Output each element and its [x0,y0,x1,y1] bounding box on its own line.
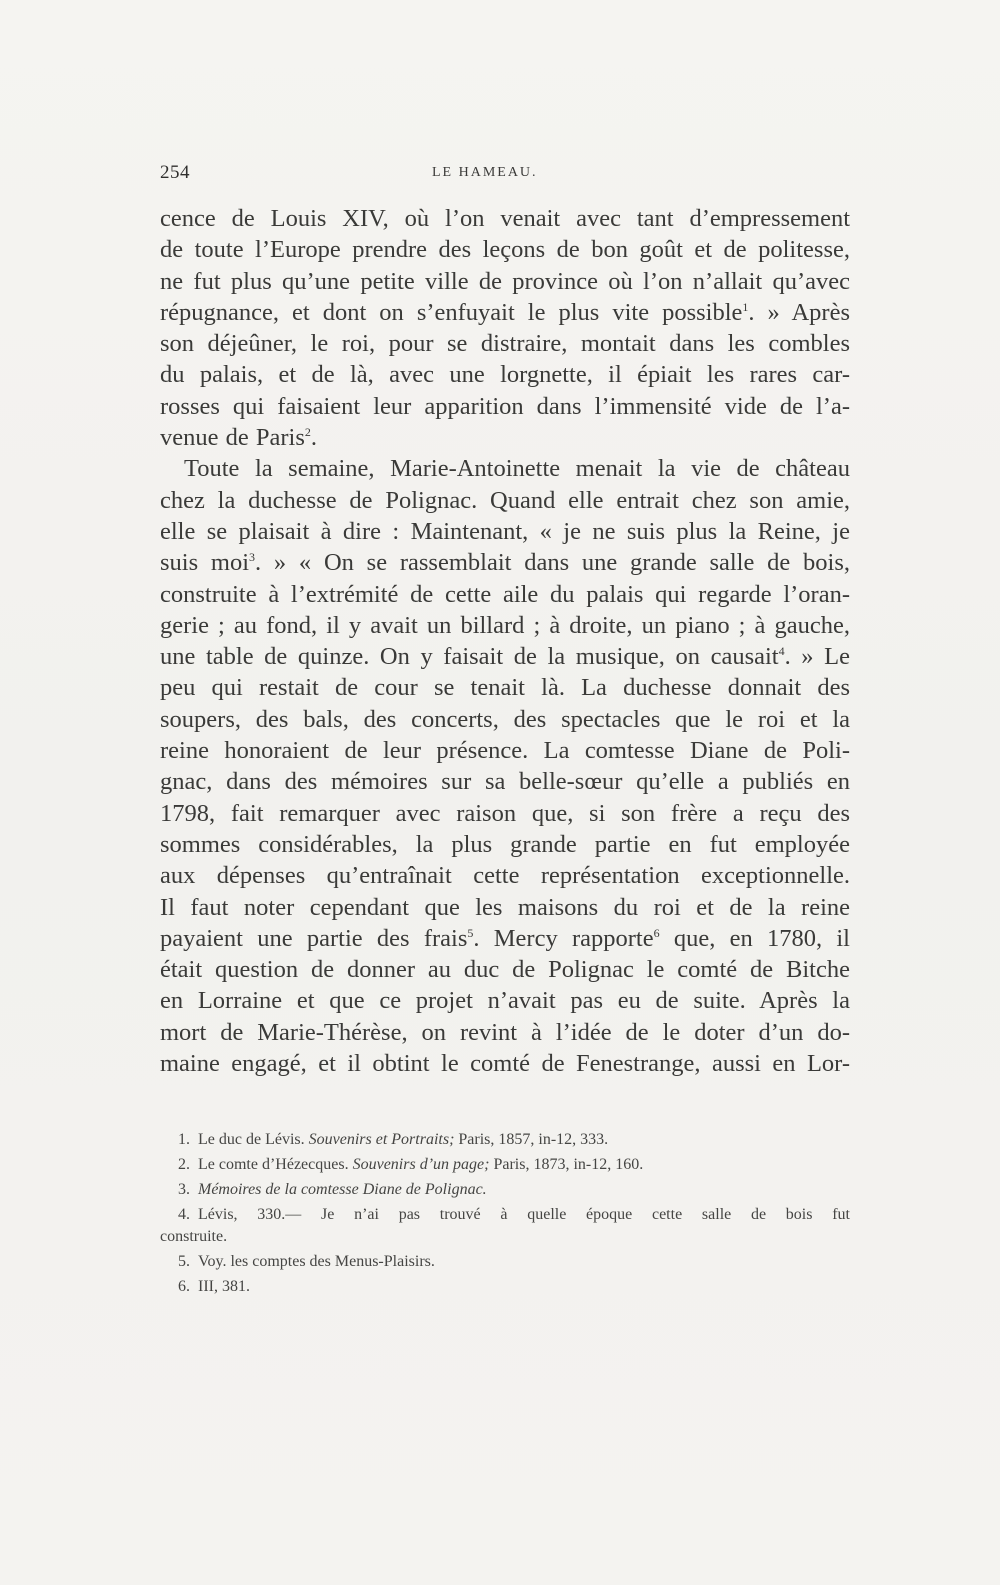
footnote-number: 2. [178,1156,190,1173]
running-head [160,162,850,190]
text-line: elle se plaisait à dire : Maintenant, « je ne suis plus la Reine, je [160,517,850,545]
footnote-text: Le comte d’Hézecques. [198,1156,353,1173]
footnote-4 [160,1202,850,1227]
page-number: 254 [160,162,190,183]
text-line: son déjeûner, le roi, pour se distraire, montait dans les combles [160,330,850,358]
text-line: était question de donner au duc de Polignac le comté de Bitche [160,956,850,984]
body-text [160,203,850,1079]
text-line: construite à l’extrémité de cette aile du palais qui regarde l’oran- [160,580,850,608]
text-line: mort de Marie-Thérèse, on revint à l’idée de le doter d’un do- [160,1018,850,1046]
footnote-text: Voy. les comptes des Menus-Plaisirs. [198,1253,435,1270]
footnote-ref: 5 [467,925,474,940]
footnote-ref: 4 [778,644,785,659]
text-run: . » « On se rassemblait dans une grande salle de bois, [255,549,850,577]
footnote-number: 5. [178,1253,190,1270]
footnote-3 [160,1177,850,1202]
text-line: Toute la semaine, Marie-Antoinette menait la vie de château [184,455,850,483]
text-line: reine honoraient de leur présence. La comtesse Diane de Poli- [160,737,850,765]
text-run: venue de Paris [160,424,305,452]
footnote-6 [160,1274,850,1299]
text-line: 1798, fait remarquer avec raison que, si son frère a reçu des [160,799,850,827]
text-run: répugnance, et dont on s’enfuyait le plus vite possible [160,298,743,326]
footnote-number: 3. [178,1181,190,1198]
text-line: rosses qui faisaient leur apparition dans l’immensité vide de l’a- [160,392,850,420]
footnote-ref: 3 [249,550,256,565]
text-line: gnac, dans des mémoires sur sa belle-sœur qu’elle a publiés en [160,768,850,796]
text-run: que, en 1780, il [659,924,850,952]
footnote-number: 6. [178,1278,190,1295]
text-run: payaient une partie des frais [160,924,468,952]
text-line [160,547,850,578]
text-line: aux dépenses qu’entraînait cette représentation exceptionnelle. [160,862,850,890]
footnote-ref: 1 [742,299,749,314]
running-title: LE HAMEAU. [432,165,538,180]
text-line: ne fut plus qu’une petite ville de province où l’on n’allait qu’avec [160,267,850,295]
text-run: une table de quinze. On y faisait de la musique, on causait [160,643,779,671]
footnote-text: Paris, 1857, in-12, 333. [454,1131,609,1148]
text-run: . [310,424,317,452]
footnote-title: Mémoires de la comtesse Diane de Polignac. [198,1181,487,1198]
footnote-number: 1. [178,1131,190,1148]
text-line: du palais, et de là, avec une lorgnette, il épiait les rares car- [160,361,850,389]
footnote-title: Souvenirs et Portraits; [308,1131,455,1148]
text-line [160,923,850,954]
footnote-text: Le duc de Lévis. [198,1131,309,1148]
text-run: suis moi [160,549,250,577]
text-run: . » Après [748,298,850,326]
footnote-ref: 6 [653,925,660,940]
footnote-1 [160,1127,850,1152]
text-line [160,422,850,453]
footnote-number: 4. [178,1206,190,1223]
text-line: en Lorraine et que ce projet n’avait pas eu de suite. Après la [160,987,850,1015]
text-line [160,297,850,328]
footnote-4-continued: construite. [160,1228,228,1245]
text-line: sommes considérables, la plus grande partie en fut employée [160,830,850,858]
text-line: de toute l’Europe prendre des leçons de bon goût et de politesse, [160,236,850,264]
text-line: maine engagé, et il obtint le comté de Fenestrange, aussi en Lor- [160,1050,850,1078]
text-line [160,641,850,672]
footnote-ref: 2 [304,425,311,440]
text-line: chez la duchesse de Polignac. Quand elle entrait chez son amie, [160,486,850,514]
footnote-5 [160,1249,850,1274]
text-line: soupers, des bals, des concerts, des spectacles que le roi et la [160,705,850,733]
footnote-text: Lévis, 330.— Je n’ai pas trouvé à quelle époque cette salle de bois fut [198,1206,850,1223]
text-run: . Mercy rapporte [473,924,654,952]
footnote-title: Souvenirs d’un page; [352,1156,490,1173]
footnotes [160,1127,850,1299]
text-line: Il faut noter cependant que les maisons du roi et de la reine [160,893,850,921]
text-line: gerie ; au fond, il y avait un billard ; à droite, un piano ; à gauche, [160,611,850,639]
text-line: cence de Louis XIV, où l’on venait avec tant d’empressement [160,205,850,232]
text-run: . » Le [784,643,850,671]
footnote-2 [160,1152,850,1177]
footnote-text: III, 381. [198,1278,250,1295]
footnote-text: Paris, 1873, in-12, 160. [489,1156,644,1173]
text-line: peu qui restait de cour se tenait là. La duchesse donnait des [160,674,850,702]
